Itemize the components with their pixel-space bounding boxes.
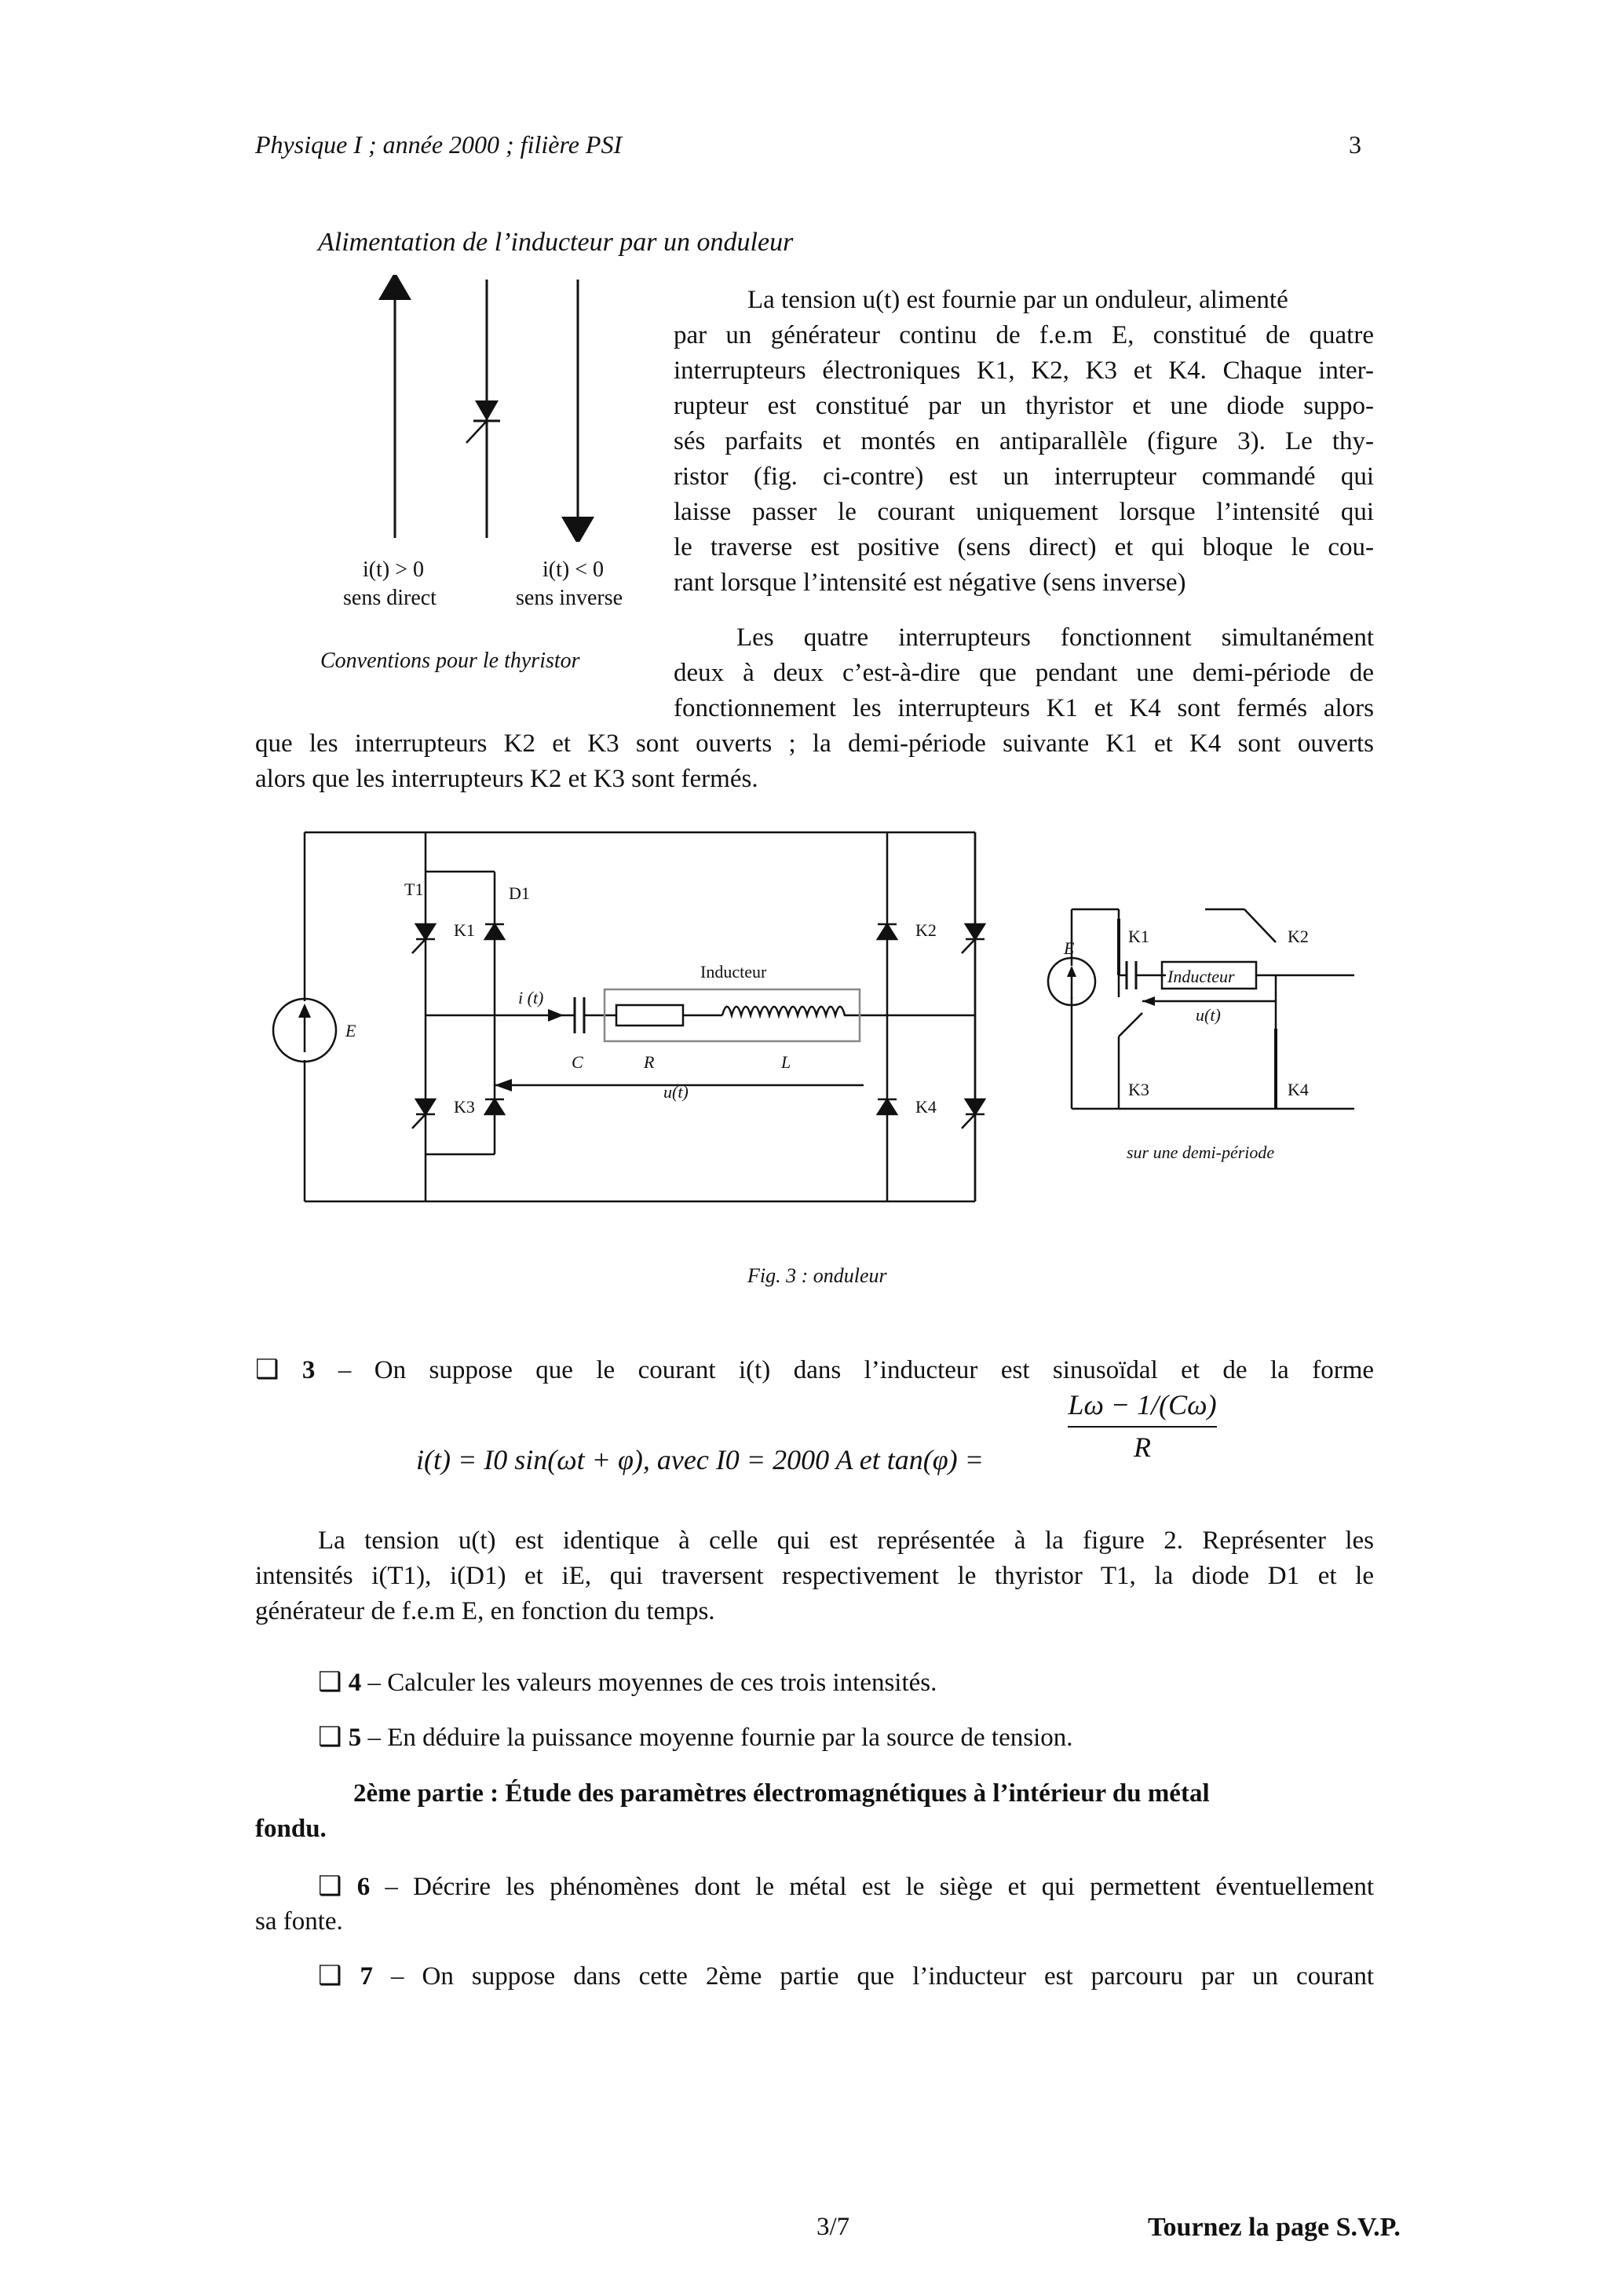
- p2-line: deux à deux c’est-à-dire que pendant une demi-période de: [674, 659, 1374, 687]
- paragraph-3: [255, 1523, 1374, 1629]
- half-period-caption: sur une demi-période: [1127, 1143, 1275, 1162]
- p2-line: fonctionnement les interrupteurs K1 et K4 sont fermés alors: [674, 694, 1374, 722]
- q4-number: 4: [348, 1669, 362, 1697]
- running-header: Physique I ; année 2000 ; filière PSI: [255, 130, 623, 159]
- p1-line: laisse passer le courant uniquement lorsque l’intensité qui: [674, 498, 1374, 526]
- q6-text: – Décrire les phénomènes dont le métal est le siège et qui permettent éventuellement: [385, 1873, 1374, 1901]
- question-6: [318, 1869, 1374, 1905]
- label2-K1: K1: [1128, 927, 1149, 946]
- footer-turn-page: Tournez la page S.V.P.: [1148, 2213, 1401, 2242]
- p1-line: rupteur est constitué par un thyristor et une diode suppo-: [674, 392, 1374, 420]
- q7-text: – On suppose dans cette 2ème partie que l’inducteur est parcouru par un courant: [391, 1962, 1375, 1991]
- label2-K2: K2: [1288, 927, 1309, 946]
- paragraph-2-right: [674, 620, 1374, 726]
- label2-K3: K3: [1128, 1080, 1149, 1099]
- q7-number: 7: [360, 1962, 373, 1991]
- q4-text: – Calculer les valeurs moyennes de ces trois intensités.: [367, 1669, 937, 1697]
- page-number-top: 3: [1349, 130, 1361, 159]
- label2-u: u(t): [1196, 1005, 1221, 1025]
- p1-line: rant lorsque l’intensité est négative (sens inverse): [674, 569, 1186, 597]
- p3-line: générateur de f.e.m E, en fonction du temps.: [255, 1597, 715, 1625]
- p1-line: le traverse est positive (sens direct) et qui bloque le cou-: [674, 533, 1374, 561]
- p3-line: La tension u(t) est identique à celle qui est représentée à la figure 2. Représenter les: [318, 1526, 1374, 1555]
- label-K1: K1: [454, 920, 475, 940]
- checkbox-icon: ❑: [255, 1355, 279, 1384]
- label2-inducteur: Inducteur: [1167, 967, 1235, 986]
- label-C: C: [572, 1052, 583, 1072]
- footer-page: 3/7: [816, 2213, 850, 2241]
- formula-fraction: [1068, 1388, 1217, 1464]
- label2-K4: K4: [1288, 1080, 1309, 1099]
- question-7: [318, 1958, 1374, 1994]
- q3-number: 3: [301, 1356, 316, 1384]
- label-u: u(t): [663, 1082, 689, 1102]
- q5-number: 5: [348, 1724, 362, 1752]
- sens-direct: sens direct: [343, 586, 437, 610]
- p1-line: sés parfaits et montés en antiparallèle (figure 3). Le thy-: [674, 427, 1374, 455]
- label-T1: T1: [404, 879, 424, 899]
- paragraph-1: [674, 283, 1374, 601]
- formula-left: i(t) = I0 sin(ωt + φ), avec I0 = 2000 A et tan(φ) =: [416, 1444, 984, 1475]
- fraction-numerator: Lω − 1/(Cω): [1068, 1388, 1217, 1428]
- label-E: E: [345, 1021, 356, 1040]
- p1-line: ristor (fig. ci-contre) est un interrupteur commandé qui: [674, 462, 1374, 491]
- q6-number: 6: [356, 1873, 371, 1901]
- question-6-cont: sa fonte.: [255, 1907, 343, 1936]
- sens-inverse: sens inverse: [516, 586, 623, 610]
- cond-negative: i(t) < 0: [542, 558, 604, 582]
- p1-line: La tension u(t) est fournie par un onduleur, alimenté: [747, 286, 1288, 314]
- p1-line: interrupteurs électroniques K1, K2, K3 et K4. Chaque inter-: [674, 356, 1374, 385]
- thyristor-symbol: [466, 280, 500, 538]
- label-i: i (t): [518, 988, 544, 1007]
- label-K2: K2: [915, 920, 937, 940]
- inverter-circuit: [259, 824, 1005, 1217]
- p3-line: intensités i(T1), i(D1) et iE, qui traversent respectivement le thyristor T1, la diode D1 et le: [255, 1562, 1374, 1590]
- q3-text: – On suppose que le courant i(t) dans l’inducteur est sinusoïdal et de la forme: [338, 1356, 1375, 1384]
- label-K4: K4: [915, 1097, 937, 1117]
- label2-E: E: [1064, 938, 1075, 958]
- paragraph-2-full: [255, 726, 1374, 797]
- figure-caption: Fig. 3 : onduleur: [747, 1264, 887, 1287]
- part-2-title-cont: fondu.: [255, 1815, 327, 1843]
- question-5: [318, 1720, 1073, 1756]
- checkbox-icon: ❑: [318, 1961, 342, 1991]
- cond-positive: i(t) > 0: [363, 558, 424, 582]
- part-2-title: 2ème partie : Étude des paramètres électromagnétiques à l’intérieur du métal: [353, 1779, 1210, 1808]
- label-R: R: [644, 1052, 655, 1072]
- label-D1: D1: [509, 883, 530, 903]
- question-4: [318, 1665, 937, 1701]
- label-inducteur: Inducteur: [700, 962, 767, 982]
- label-L: L: [781, 1052, 791, 1072]
- half-period-circuit: [1040, 903, 1370, 1178]
- checkbox-icon: ❑: [318, 1723, 342, 1752]
- checkbox-icon: ❑: [318, 1668, 342, 1697]
- p1-line: par un générateur continu de f.e.m E, constitué de quatre: [674, 321, 1374, 349]
- fraction-denominator: R: [1134, 1431, 1151, 1463]
- p2-line: Les quatre interrupteurs fonctionnent simultanément: [736, 623, 1374, 652]
- p2-line: que les interrupteurs K2 et K3 sont ouverts ; la demi-période suivante K1 et K4 sont ouverts: [255, 729, 1374, 758]
- question-3: [255, 1352, 1374, 1388]
- thyristor-convention-figure: [330, 275, 659, 542]
- thyristor-caption: Conventions pour le thyristor: [320, 649, 580, 673]
- section-title: Alimentation de l’inducteur par un onduleur: [318, 228, 794, 257]
- p2-line: alors que les interrupteurs K2 et K3 sont fermés.: [255, 765, 758, 793]
- label-K3: K3: [454, 1097, 475, 1117]
- checkbox-icon: ❑: [318, 1872, 342, 1901]
- q5-text: – En déduire la puissance moyenne fournie par la source de tension.: [367, 1724, 1073, 1752]
